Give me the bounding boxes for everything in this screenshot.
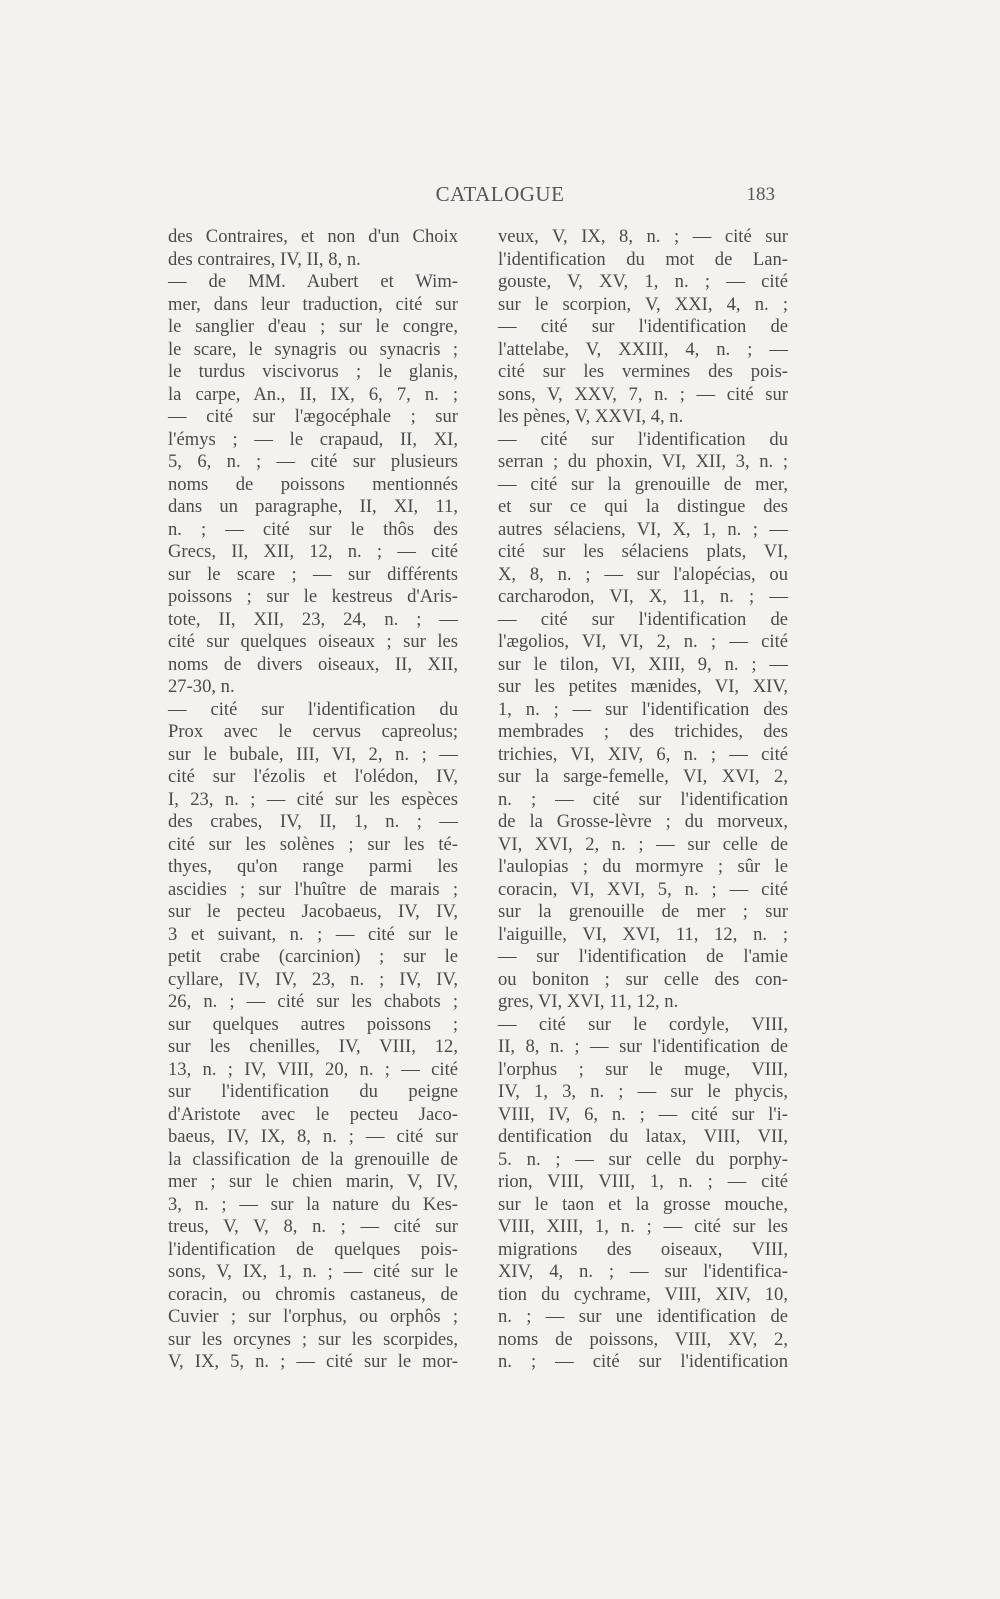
text-line: coracin, ou chromis castaneus, de [168,1283,458,1305]
text-line: l'aulopias ; du mormyre ; sûr le [498,856,788,877]
text-line: tote, II, XII, 23, 24, n. ; — [168,608,458,630]
text-line: l'identification de quelques pois- [168,1238,458,1260]
text-line: 5. n. ; — sur celle du porphy- [498,1148,788,1170]
text-line: gres, VI, XVI, 11, 12, n. [498,991,679,1012]
text-line: sur le taon et la grosse mouche, [498,1193,788,1215]
text-line: rion, VIII, VIII, 1, n. ; — cité [498,1171,788,1192]
text-line: trichies, VI, XIV, 6, n. ; — cité [498,743,788,765]
text-line: Cuvier ; sur l'orphus, ou orphôs ; [168,1306,458,1327]
text-line: gouste, V, XV, 1, n. ; — cité [498,271,788,292]
text-line: 3 et suivant, n. ; — cité sur le [168,923,458,945]
text-line: d'Aristote avec le pecteu Jaco- [168,1103,458,1125]
text-line: — cité sur l'identification du [168,698,458,720]
text-line: le turdus viscivorus ; le glanis, [168,361,458,382]
text-line: — cité sur l'ægocéphale ; sur [168,406,458,427]
text-line: noms de poissons mentionnés [168,473,458,495]
text-line: veux, V, IX, 8, n. ; — cité sur [498,226,788,247]
text-line: ou boniton ; sur celle des con- [498,968,788,990]
text-line: de la Grosse-lèvre ; du morveux, [498,811,788,832]
text-line: — cité sur le cordyle, VIII, [498,1013,788,1035]
text-line: dentification du latax, VIII, VII, [498,1126,788,1147]
text-line: — de MM. Aubert et Wim- [168,271,458,292]
text-line: 13, n. ; IV, VIII, 20, n. ; — cité [168,1058,458,1080]
text-line: des contraires, IV, II, 8, n. [168,248,361,270]
right-column [498,226,788,1374]
text-line: sur le pecteu Jacobaeus, IV, IV, [168,901,458,922]
text-line: thyes, qu'on range parmi les [168,856,458,877]
text-line: l'ægolios, VI, VI, 2, n. ; — cité [498,631,788,652]
text-line: dans un paragraphe, II, XI, 11, [168,496,458,517]
text-line: — cité sur l'identification de [498,608,788,630]
text-line: VI, XVI, 2, n. ; — sur celle de [498,833,788,855]
text-line: le scare, le synagris ou synacris ; [168,338,458,360]
text-line: X, 8, n. ; — sur l'alopécias, ou [498,563,788,585]
text-line: poissons ; sur le kestreus d'Aris- [168,586,458,607]
text-line: sur la grenouille de mer ; sur [498,901,788,922]
text-line: sur les orcynes ; sur les scorpides, [168,1328,458,1350]
text-line: VIII, IV, 6, n. ; — cité sur l'i- [498,1103,788,1125]
text-line: cité sur les vermines des pois- [498,361,788,382]
text-line: sur la sarge-femelle, VI, XVI, 2, [498,766,788,787]
text-line: V, IX, 5, n. ; — cité sur le mor- [168,1351,458,1372]
text-line: cyllare, IV, IV, 23, n. ; IV, IV, [168,968,458,990]
text-line: VIII, XIII, 1, n. ; — cité sur les [498,1216,788,1237]
text-line: 26, n. ; — cité sur les chabots ; [168,991,458,1012]
text-line: 5, 6, n. ; — cité sur plusieurs [168,451,458,472]
text-line: cité sur quelques oiseaux ; sur les [168,631,458,652]
text-line: carcharodon, VI, X, 11, n. ; — [498,586,788,607]
text-line: l'émys ; — le crapaud, II, XI, [168,428,458,450]
text-line: cité sur l'ézolis et l'olédon, IV, [168,766,458,787]
text-line: — cité sur l'identification de [498,316,788,337]
running-title: CATALOGUE [435,182,565,206]
text-line: serran ; du phoxin, VI, XII, 3, n. ; [498,451,788,472]
text-line: I, 23, n. ; — cité sur les espèces [168,788,458,810]
text-line: n. ; — cité sur l'identification [498,1351,788,1372]
text-line: la carpe, An., II, IX, 6, 7, n. ; [168,383,458,405]
text-line: sur les chenilles, IV, VIII, 12, [168,1036,458,1057]
text-line: sur les petites mænides, VI, XIV, [498,676,788,697]
text-line: IV, 1, 3, n. ; — sur le phycis, [498,1081,788,1102]
text-line: sur le scorpion, V, XXI, 4, n. ; [498,293,788,315]
text-line: l'identification du mot de Lan- [498,248,788,270]
text-line: migrations des oiseaux, VIII, [498,1238,788,1260]
text-line: sur quelques autres poissons ; [168,1013,458,1035]
text-line: sur l'identification du peigne [168,1081,458,1102]
text-line: sons, V, XXV, 7, n. ; — cité sur [498,383,788,405]
page-number: 183 [746,184,775,205]
text-line: des crabes, IV, II, 1, n. ; — [168,811,458,832]
text-line: sur le tilon, VI, XIII, 9, n. ; — [498,653,788,675]
text-line: la classification de la grenouille de [168,1148,458,1170]
left-column [168,226,458,1374]
text-line: coracin, VI, XVI, 5, n. ; — cité [498,878,788,900]
text-line: mer, dans leur traduction, cité sur [168,293,458,315]
text-line: ascidies ; sur l'huître de marais ; [168,878,458,900]
text-line: 3, n. ; — sur la nature du Kes- [168,1193,458,1215]
text-line: — cité sur la grenouille de mer, [498,473,788,495]
text-line: l'attelabe, V, XXIII, 4, n. ; — [498,338,788,360]
text-line: cité sur les solènes ; sur les té- [168,833,458,855]
text-line: des Contraires, et non d'un Choix [168,226,458,247]
text-line: — cité sur l'identification du [498,428,788,450]
text-line: Prox avec le cervus capreolus; [168,721,458,742]
text-line: membrades ; des trichides, des [498,721,788,742]
text-line: mer ; sur le chien marin, V, IV, [168,1171,458,1192]
text-line: les pènes, V, XXVI, 4, n. [498,406,684,427]
text-line: autres sélaciens, VI, X, 1, n. ; — [498,518,788,540]
text-line: n. ; — cité sur l'identification [498,788,788,810]
text-line: l'orphus ; sur le muge, VIII, [498,1058,788,1080]
text-line: sons, V, IX, 1, n. ; — cité sur le [168,1261,458,1282]
text-line: sur le scare ; — sur différents [168,563,458,585]
text-line: cité sur les sélaciens plats, VI, [498,541,788,562]
text-line: 27-30, n. [168,676,235,697]
text-line: n. ; — cité sur le thôs des [168,518,458,540]
text-line: baeus, IV, IX, 8, n. ; — cité sur [168,1126,458,1147]
text-line: 1, n. ; — sur l'identification des [498,698,788,720]
text-line: l'aiguille, VI, XVI, 11, 12, n. ; [498,923,788,945]
text-line: Grecs, II, XII, 12, n. ; — cité [168,541,458,562]
text-line: noms de poissons, VIII, XV, 2, [498,1328,788,1350]
text-line: sur le bubale, III, VI, 2, n. ; — [168,743,458,765]
text-line: XIV, 4, n. ; — sur l'identifica- [498,1261,788,1282]
text-line: noms de divers oiseaux, II, XII, [168,653,458,675]
text-line: tion du cychrame, VIII, XIV, 10, [498,1283,788,1305]
text-line: — sur l'identification de l'amie [498,946,788,967]
text-line: et sur ce qui la distingue des [498,496,788,517]
text-line: petit crabe (carcinion) ; sur le [168,946,458,967]
text-line: le sanglier d'eau ; sur le congre, [168,316,458,337]
text-line: n. ; — sur une identification de [498,1306,788,1327]
text-line: II, 8, n. ; — sur l'identification de [498,1036,788,1057]
text-line: treus, V, V, 8, n. ; — cité sur [168,1216,458,1237]
